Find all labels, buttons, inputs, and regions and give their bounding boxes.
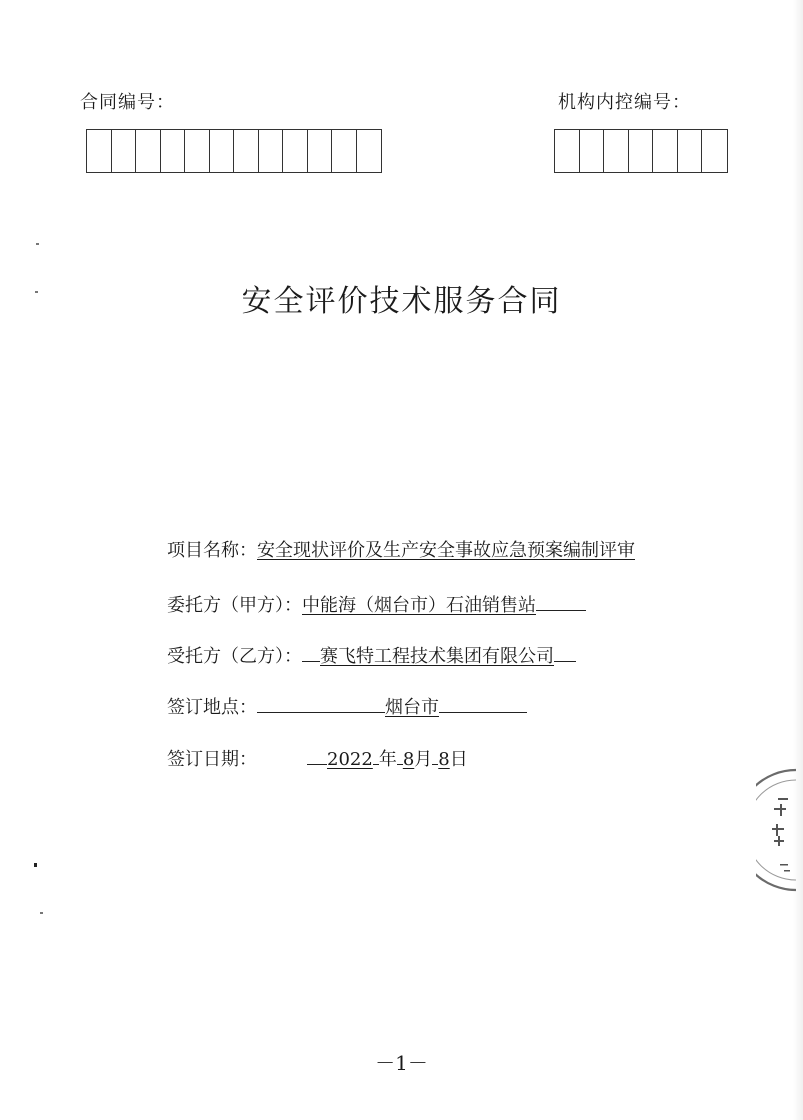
blank-underline (307, 746, 327, 765)
date-month-unit: 月 (414, 749, 433, 770)
number-box (308, 130, 333, 172)
number-box (653, 130, 678, 172)
internal-number-boxes (554, 129, 728, 173)
date-year: 2022 (327, 749, 373, 770)
partial-seal-stamp (756, 768, 796, 892)
number-box (136, 130, 161, 172)
number-box (112, 130, 137, 172)
signing-place-value: 烟台市 (385, 697, 439, 718)
client-row (167, 591, 586, 617)
project-name-label: 项目名称： (167, 540, 257, 561)
date-day: 8 (438, 749, 450, 770)
signing-date-label: 签订日期： (167, 749, 257, 770)
number-box (283, 130, 308, 172)
signing-date-row (167, 745, 468, 771)
client-value: 中能海（烟台市）石油销售站 (302, 595, 536, 616)
date-year-unit: 年 (378, 749, 397, 770)
contract-number-label: 合同编号： (80, 92, 175, 113)
contractor-row (167, 642, 576, 668)
number-box (210, 130, 235, 172)
signing-place-label: 签订地点： (167, 697, 257, 718)
client-label: 委托方（甲方）： (167, 595, 302, 616)
internal-number-label: 机构内控编号： (558, 92, 691, 113)
contractor-value: 赛飞特工程技术集团有限公司 (320, 646, 554, 667)
number-box (234, 130, 259, 172)
page-edge-shadow (793, 0, 803, 1120)
number-box (87, 130, 112, 172)
project-name-value: 安全现状评价及生产安全事故应急预案编制评审 (257, 540, 635, 561)
number-box (332, 130, 357, 172)
scan-speck (35, 291, 38, 293)
number-box (678, 130, 703, 172)
blank-underline (257, 694, 385, 713)
contractor-label: 受托方（乙方）： (167, 646, 302, 667)
page-number: －1－ (375, 1051, 428, 1075)
signing-place-row (167, 693, 527, 719)
number-box (580, 130, 605, 172)
number-box (161, 130, 186, 172)
scan-speck (36, 243, 39, 245)
scan-speck (40, 912, 43, 914)
number-box (629, 130, 654, 172)
number-box (185, 130, 210, 172)
number-box (259, 130, 284, 172)
project-name-row (167, 536, 635, 562)
number-box (604, 130, 629, 172)
number-box (702, 130, 727, 172)
number-box (555, 130, 580, 172)
contract-number-boxes (86, 129, 382, 173)
number-box (357, 130, 382, 172)
document-title: 安全评价技术服务合同 (241, 284, 562, 319)
date-day-unit: 日 (449, 749, 468, 770)
blank-underline (554, 643, 576, 662)
blank-underline (439, 694, 527, 713)
date-month: 8 (402, 749, 415, 770)
blank-underline (302, 643, 320, 662)
scan-speck (34, 863, 37, 867)
blank-underline (536, 592, 586, 611)
